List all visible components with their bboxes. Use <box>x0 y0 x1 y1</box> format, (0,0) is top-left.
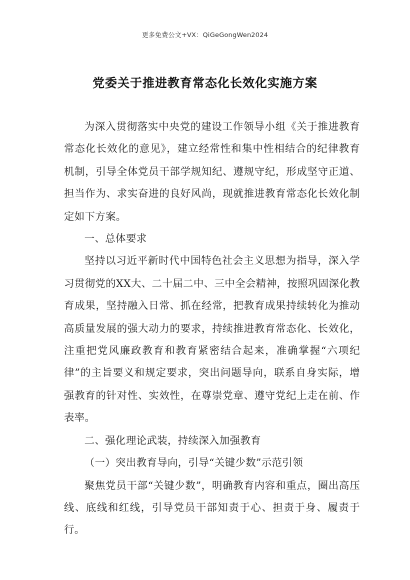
paragraph-key-minority: 聚焦党员干部“关键少数”，明确教育内容和重点，圈出高压线、底线和红线，引导党员干部知责于心、担责于身、履责于行。 <box>64 480 360 537</box>
section-heading-2: 二、强化理论武装，持续深入加强教育 <box>84 435 261 447</box>
header-note: 更多免费公文+VX：QiGeGongWen2024 <box>141 31 269 39</box>
document-title: 党委关于推进教育常态化长效化实施方案 <box>92 76 318 90</box>
paragraph-general-requirements: 坚持以习近平新时代中国特色社会主义思想为指导，深入学习贯彻党的XX大、二十届二中、三中全会精神，按照巩固深化教育成果，坚持融入日常、抓在经常，把教育成果持续转化为推动高质量发展的强大动力的要求，持续推进教育常态化、长效化，注重把党风廉政教育和教育紧密结合起来，准确掌握“六项纪律”的主旨要义和规定要求，突出问题导向，联系自身实际，增强教育的针对性、实效性，在尊崇党章、遵守党纪上走在前、作表率。 <box>64 256 360 425</box>
section-heading-1: 一、总体要求 <box>84 234 147 246</box>
paragraph-intro: 为深入贯彻落实中央党的建设工作领导小组《关于推进教育常态化长效化的意见》，建立经常性和集中性相结合的纪律教育机制，引导全体党员干部学规知纪、遵规守纪，形成坚守正道、担当作为、求实奋进的良好风尚，现就推进教育常态化长效化制定如下方案。 <box>64 122 360 223</box>
document-body <box>64 117 360 543</box>
subsection-heading-1: （一）突出教育导向，引导“关键少数”示范引领 <box>84 458 303 470</box>
